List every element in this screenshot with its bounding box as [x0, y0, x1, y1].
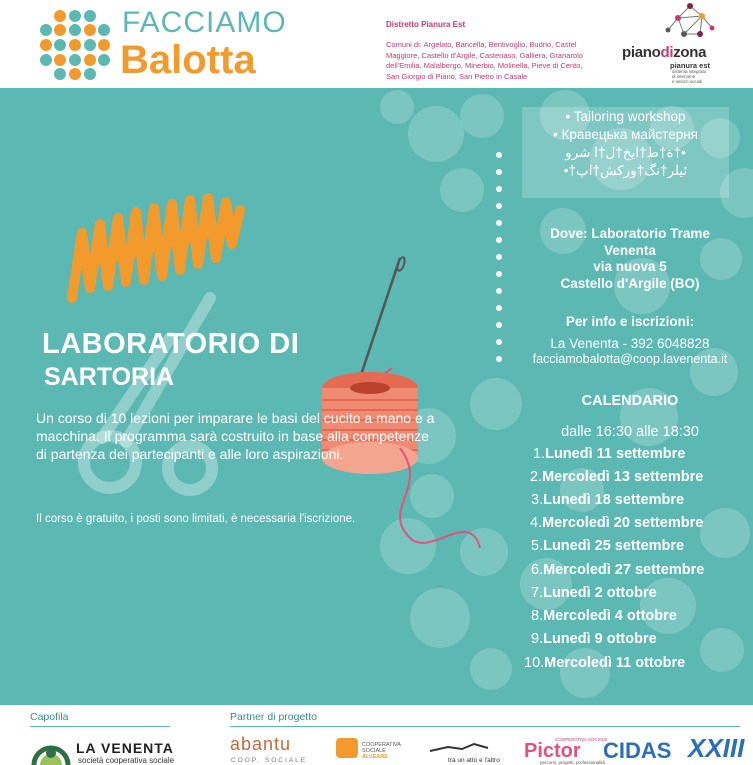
pianodizona-sub2: sistema integrato di interventi e servizi sociali: [672, 69, 707, 84]
municipalities-label: Comuni di:: [386, 40, 422, 49]
bubble-decoration: [470, 648, 512, 690]
cidas-logo: CIDAS: [603, 738, 672, 763]
la-venenta-name: LA VENENTA: [76, 740, 174, 756]
calendar-item: 10.Mercoledì 11 ottobre: [524, 655, 686, 671]
calendar-item: 3.Lunedì 18 settembre: [531, 492, 685, 508]
contact-email-link[interactable]: facciamobalotta@coop.lavenenta.it: [532, 352, 728, 366]
header: [0, 0, 753, 88]
course-title-line2: SARTORIA: [44, 363, 175, 391]
bubble-decoration: [380, 90, 414, 124]
calendar-item: 9.Lunedì 9 ottobre: [531, 631, 657, 647]
info-heading: Per info e iscrizioni:: [565, 314, 695, 329]
calendar-item: 7.Lunedì 2 ottobre: [531, 585, 657, 601]
translations-text: • Tailoring workshop • Кравецька майстерня ة†ط†ايخ†ل†ا شرو†• •†ئیلر†نگ†ورکش†اپ: [552, 109, 698, 178]
pictor-small: COOPERATIVA SOCIALE: [555, 737, 608, 742]
bubble-decoration: [410, 588, 470, 648]
bubble-decoration: [700, 628, 744, 672]
calendar-item: 1.Lunedì 11 settembre: [533, 446, 686, 462]
location-block: Dove: Laboratorio Trame Venenta via nuova 5 Castello d'Argile (BO): [550, 226, 710, 291]
municipalities: Comuni di: Argelato, Baricella, Bentivoglio, Budrio, Castel Maggiore, Castello d'Argile, Castenaso, Galliera, Granarolo dell'Emilia, Malalbergo, Minerbio, Molinella, Pieve di Cento, San Giorgio di Piano, San Pietro in Casale: [386, 40, 583, 81]
bubble-decoration: [460, 94, 504, 138]
main-panel: [0, 88, 753, 705]
calendar-item: 6.Mercoledì 27 settembre: [531, 562, 705, 578]
calendar-item: 5.Lunedì 25 settembre: [531, 538, 685, 554]
alveare-logo-icon: [336, 738, 358, 758]
tra-un-atto-logo-icon: [428, 741, 490, 755]
calendar-item: 2.Mercoledì 13 settembre: [530, 469, 704, 485]
abantu-logo: abantu: [230, 734, 292, 754]
xxiii-logo: XXIII: [688, 733, 745, 763]
pianodizona-network-icon: [660, 2, 720, 44]
district-title: Distretto Pianura Est: [386, 20, 466, 29]
bubble-decoration: [408, 106, 464, 162]
partners-label-line: [230, 726, 740, 727]
bubble-decoration: [440, 168, 484, 212]
pianodizona-logo: pianodizona: [622, 44, 707, 61]
alveare-logo-text: COOPERATIVA SOCIALE ALVEARE: [362, 742, 401, 760]
abantu-sub: COOP. SOCIALE: [231, 757, 308, 764]
partners-label: Partner di progetto: [230, 711, 317, 723]
calendar-hours: dalle 16:30 alle 18:30: [561, 424, 699, 440]
bubble-decoration: [700, 508, 750, 558]
pictor-sub: percorsi, progetti, professionalità: [540, 760, 606, 765]
pianodizona-sub1: pianura est: [670, 61, 711, 70]
brand-top-text: FACCIAMO: [122, 6, 287, 39]
la-venenta-logo-icon: [30, 731, 72, 765]
calendar-item: 8.Mercoledì 4 ottobre: [531, 608, 677, 624]
scissors-icon: [60, 278, 260, 508]
course-description: Un corso di 10 lezioni per imparare le basi del cucito a mano e a macchina. Il programma sarà costruito in base alla competenze di partenza dei partecipanti e alle loro aspirazioni.: [36, 410, 435, 462]
brand-bottom-text: Balotta: [120, 38, 256, 82]
calendar-heading: CALENDARIO: [581, 393, 679, 409]
brand-logo-dots: [40, 10, 110, 80]
calendar-item: 4.Mercoledì 20 settembre: [530, 515, 704, 531]
pictor-logo: Pictor: [524, 740, 581, 762]
tra-un-atto-text: tra un atto e l'altro: [448, 757, 500, 764]
lead-label: Capofila: [30, 711, 69, 723]
course-title-line1: LABORATORIO DI: [42, 328, 300, 360]
free-course-note: Il corso è gratuito, i posti sono limitati, è necessaria l'iscrizione.: [36, 513, 356, 525]
contact-phone: La Venenta - 392 6048828: [550, 336, 710, 351]
lead-label-line: [30, 726, 170, 727]
la-venenta-sub: società cooperativa sociale: [78, 756, 175, 765]
